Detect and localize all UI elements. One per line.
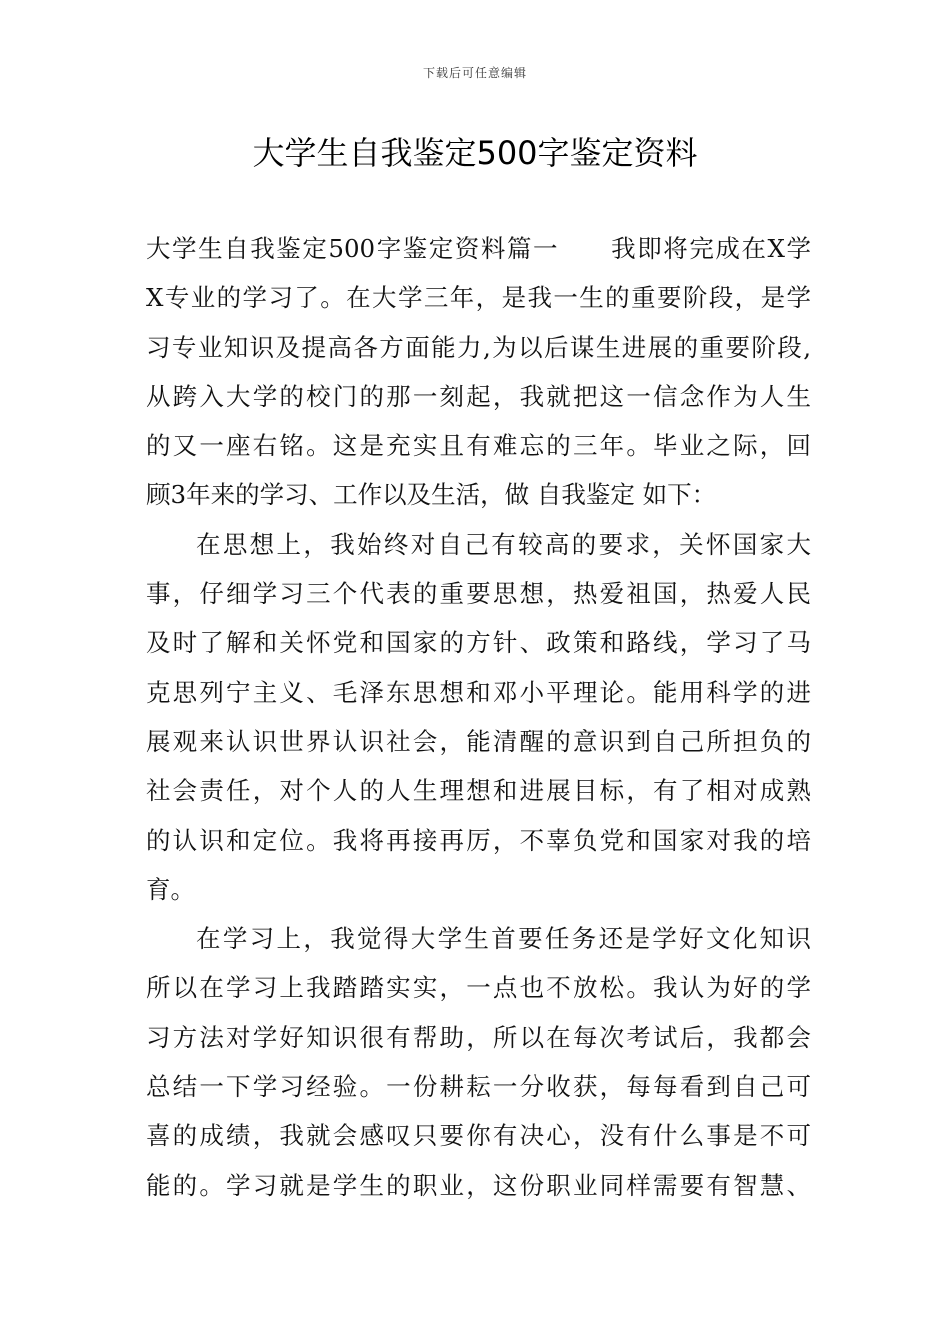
paragraph-line: 从跨入大学的校门的那一刻起，我就把这一信念作为人生: [146, 381, 811, 411]
document-body: [146, 224, 811, 1210]
paragraph-3: [146, 914, 811, 1210]
paragraph-line: 总结一下学习经验。一份耕耘一分收获，每每看到自己可: [146, 1072, 811, 1102]
paragraph-line: 能的。学习就是学生的职业，这份职业同样需要有智慧、: [146, 1170, 811, 1200]
paragraph-line: 展观来认识世界认识社会，能清醒的意识到自己所担负的: [146, 726, 811, 756]
paragraph-line: 所以在学习上我踏踏实实，一点也不放松。我认为好的学: [146, 973, 811, 1003]
paragraph-line: 习专业知识及提高各方面能力,为以后谋生进展的重要阶段,: [146, 332, 811, 362]
paragraph-line: 及时了解和关怀党和国家的方针、政策和路线，学习了马: [146, 628, 811, 658]
paragraph-line: 育。: [146, 874, 195, 904]
paragraph-line: 在学习上，我觉得大学生首要任务还是学好文化知识: [196, 924, 811, 954]
document-title: 大学生自我鉴定500字鉴定资料: [252, 134, 698, 172]
paragraph-line: 大学生自我鉴定500字鉴定资料篇一 我即将完成在X学: [146, 234, 811, 263]
paragraph-2: [146, 520, 811, 914]
paragraph-line: 事，仔细学习三个代表的重要思想，热爱祖国，热爱人民: [146, 579, 811, 609]
paragraph-line: 克思列宁主义、毛泽东思想和邓小平理论。能用科学的进: [146, 677, 811, 707]
paragraph-line: X专业的学习了。在大学三年，是我一生的重要阶段，是学: [146, 283, 811, 313]
paragraph-line: 的认识和定位。我将再接再厉，不辜负党和国家对我的培: [146, 825, 811, 855]
paragraph-line: 的又一座右铭。这是充实且有难忘的三年。毕业之际，回: [146, 431, 811, 461]
paragraph-line: 喜的成绩，我就会感叹只要你有决心，没有什么事是不可: [146, 1121, 811, 1151]
paragraph-1: [146, 224, 811, 520]
header-note: 下载后可任意编辑: [422, 66, 527, 80]
paragraph-line: 在思想上，我始终对自己有较高的要求，关怀国家大: [196, 529, 811, 559]
paragraph-line: 社会责任，对个人的人生理想和进展目标，有了相对成熟: [146, 776, 811, 806]
paragraph-line: 习方法对学好知识很有帮助，所以在每次考试后，我都会: [146, 1022, 811, 1052]
paragraph-line: 顾3年来的学习、工作以及生活，做 自我鉴定 如下：: [146, 480, 717, 510]
